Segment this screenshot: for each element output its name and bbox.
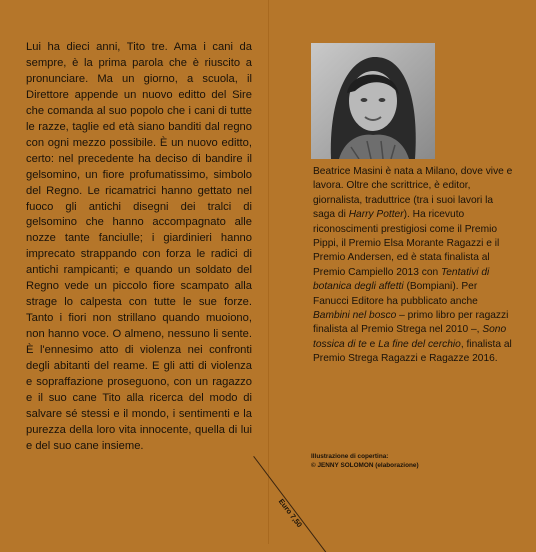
bio-title: Sono tossica di te bbox=[313, 324, 507, 350]
credit-label: Illustrazione di copertina: bbox=[311, 453, 389, 460]
bio-text: , finalista al Premio Strega Ragazzi e Ragazze 2016. bbox=[313, 338, 512, 365]
bio-text: (Bompiani). Per Fanucci Editore ha pubblicato anche bbox=[313, 281, 478, 307]
credit-name: © JENNY SOLOMON (elaborazione) bbox=[311, 462, 419, 469]
back-cover-blurb bbox=[26, 40, 252, 455]
bio-title: Tentativi di botanica degli affetti bbox=[313, 266, 490, 293]
bio-title: Harry Potter bbox=[348, 209, 404, 221]
bio-text: ). Ha ricevuto riconoscimenti prestigiosi come il Premio Pippi, il Premio Elsa Morante Ragazzi e il Premio Andersen, ed è stata finalista al Premio Campiello 2013 con bbox=[313, 209, 500, 278]
bio-text: e bbox=[366, 338, 379, 350]
bio-text: Beatrice Masini è nata a Milano, dove vive e lavora. Oltre che scrittrice, è editor, giornalista, traduttrice (tra i suoi lavori la saga di bbox=[313, 166, 513, 221]
flap-fold-line bbox=[268, 0, 269, 544]
author-portrait-image bbox=[311, 43, 435, 159]
cover-illustration-credit bbox=[311, 452, 481, 470]
blurb-paragraph: Lui ha dieci anni, Tito tre. Ama i cani da sempre, è la prima parola che è riuscito a pronunciare. Ma un giorno, a scuola, il Direttore appende un nuovo editto del Sire che comanda al suo popolo che i cani di tutte le razze, taglie ed età siano banditi dal regno con ogni mezzo possibile. È un nuovo editto, certo: nel precedente ha deciso di bandire il gelsomino, un fiore profumatissimo, simbolo del Regno. Le ricamatrici hanno gettato nel fuoco gli antichi disegni dei tralci di gelsomino che hanno accompagnato alle nozze tante fanciulle; i giardinieri hanno imprecato strappando con forza le radici di antichi rampicanti; e quando un soldato del Regno vede un piccolo fiore scampato alla strage lo calpesta con tutte le sue forze. Tanto i fiori non strillano quando muoiono, non hanno voce. O almeno, nessuno li sente. È l'ennesimo atto di violenza nei confronti degli abitanti del reame. E gli atti di violenza e sopraffazione proseguono, con un ragazzo e il suo cane Tito alla ricerca del modo di salvare sé stessi e il mondo, i sentimenti e la purezza della loro vita innocente, quella di lui e del suo cane insieme. bbox=[26, 41, 252, 452]
bio-title: La fine del cerchio bbox=[378, 338, 461, 350]
price-label: Euro 7,50 bbox=[276, 497, 305, 529]
bio-title: Bambini nel bosco bbox=[313, 310, 397, 322]
bio-text: – primo libro per ragazzi finalista al Premio Strega nel 2010 –, bbox=[313, 310, 509, 336]
author-biography bbox=[313, 165, 513, 367]
author-portrait-photo bbox=[311, 43, 435, 159]
